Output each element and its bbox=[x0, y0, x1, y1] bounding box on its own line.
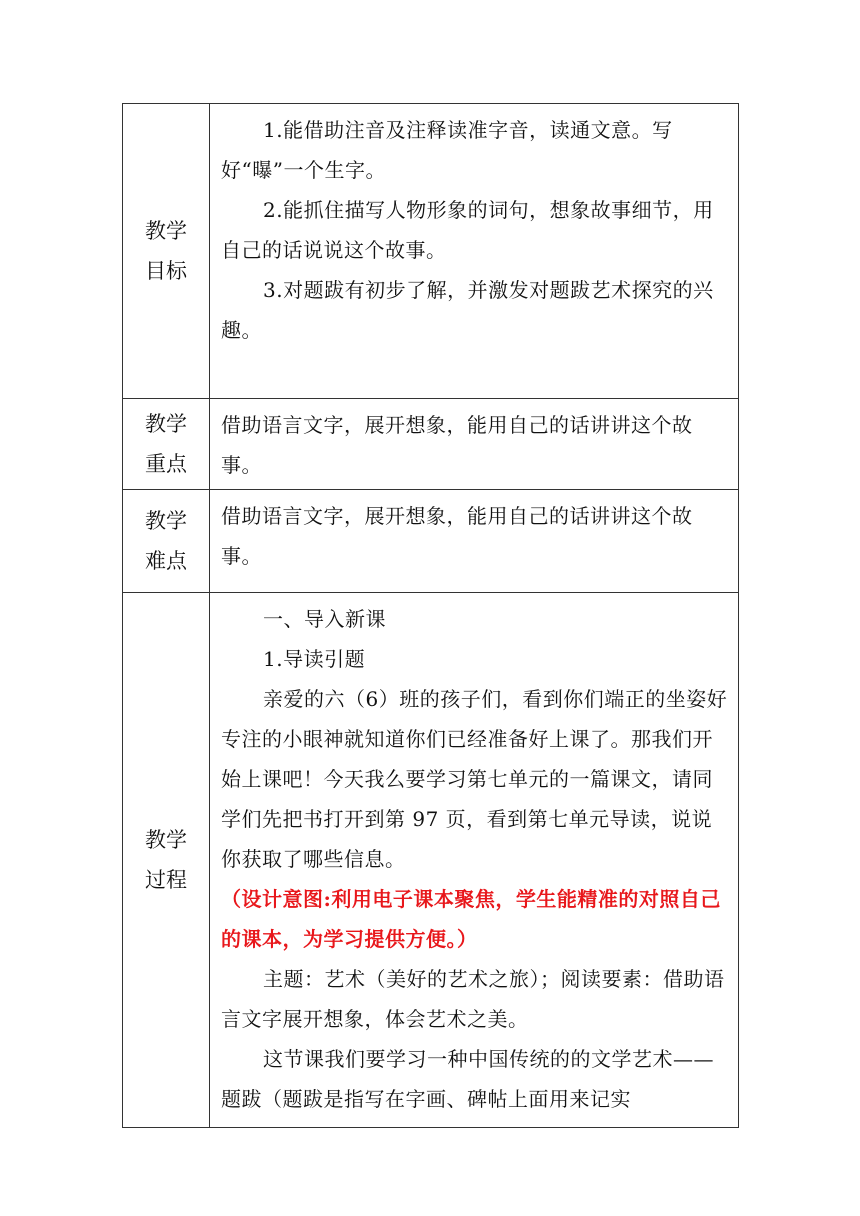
paragraph-tiba: 这节课我们要学习一种中国传统的的文学艺术——题跋（题跋是指写在字画、碑帖上面用来记实 bbox=[221, 1047, 714, 1111]
section-heading: 一、导入新课 bbox=[263, 607, 386, 631]
row-teaching-process bbox=[123, 593, 739, 1128]
label-teaching-difficulties: 教学 难点 bbox=[123, 490, 210, 593]
lesson-plan-table bbox=[122, 103, 739, 1128]
label-teaching-goals: 教学 目标 bbox=[123, 104, 210, 399]
label-teaching-key-points: 教学 重点 bbox=[123, 399, 210, 490]
content-teaching-goals bbox=[210, 104, 739, 399]
row-teaching-difficulties bbox=[123, 490, 739, 593]
row-teaching-goals bbox=[123, 104, 739, 399]
content-teaching-key-points: 借助语言文字，展开想象，能用自己的话讲讲这个故事。 bbox=[210, 399, 739, 490]
content-teaching-difficulties: 借助语言文字，展开想象，能用自己的话讲讲这个故事。 bbox=[210, 490, 739, 593]
goal-item-3: 3.对题跋有初步了解，并激发对题跋艺术探究的兴趣。 bbox=[221, 278, 714, 342]
design-intent-note: （设计意图:利用电子课本聚焦，学生能精准的对照自己的课本，为学习提供方便。） bbox=[221, 887, 721, 951]
content-teaching-process bbox=[210, 593, 739, 1128]
label-teaching-process: 教学 过程 bbox=[123, 593, 210, 1128]
row-teaching-key-points bbox=[123, 399, 739, 490]
goal-item-2: 2.能抓住描写人物形象的词句，想象故事细节，用自己的话说说这个故事。 bbox=[221, 198, 714, 262]
paragraph-intro: 亲爱的六（6）班的孩子们，看到你们端正的坐姿好专注的小眼神就知道你们已经准备好上课了。那我们开始上课吧！今天我么要学习第七单元的一篇课文，请同学们先把书打开到第 97 页，看到第七单元导读，说说你获取了哪些信息。 bbox=[221, 687, 728, 871]
paragraph-theme: 主题：艺术（美好的艺术之旅）；阅读要素：借助语言文字展开想象，体会艺术之美。 bbox=[221, 967, 725, 1031]
step-heading: 1.导读引题 bbox=[263, 647, 366, 671]
goal-item-1: 1.能借助注音及注释读准字音，读通文意。写好“曝”一个生字。 bbox=[221, 118, 673, 182]
